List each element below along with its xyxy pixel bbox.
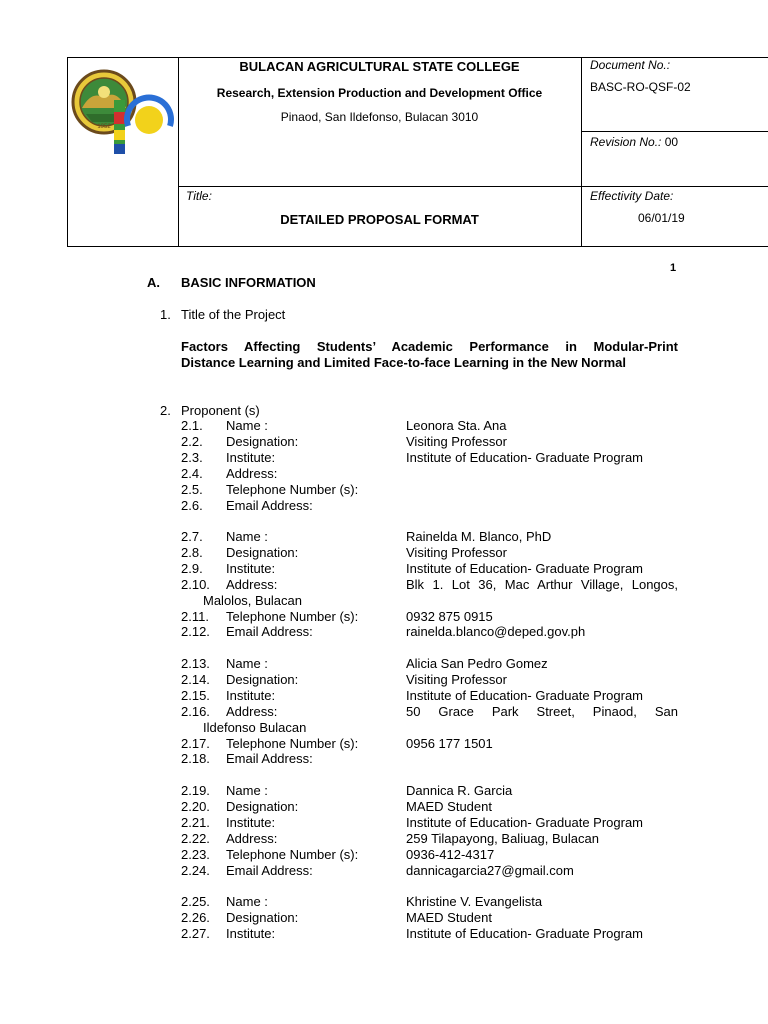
field-value: Visiting Professor [406,544,507,560]
field-value: Visiting Professor [406,433,507,449]
field-label: Institute: [226,560,276,576]
field-number: 2.14. [181,671,210,687]
field-value-continued: Ildefonso Bulacan [203,719,307,735]
field-value: 0956 177 1501 [406,735,493,751]
field-value: Alicia San Pedro Gomez [406,656,548,671]
field-number: 2.2. [181,433,203,449]
section-letter: A. [147,275,160,290]
field-number: 2.15. [181,687,210,703]
field-label: Institute: [226,814,276,830]
field-number: 2.22. [181,830,210,846]
project-title: Distance Learning and Limited Face-to-face Learning in the New Normal [181,355,626,370]
field-value: Rainelda M. Blanco, PhD [406,529,552,544]
field-label: Telephone Number (s): [226,846,359,862]
field-number: 2.27. [181,925,210,941]
college-logo [70,64,178,164]
field-value: Institute of Education- Graduate Program [406,449,644,465]
field-number: 2.19. [181,783,210,798]
field-value: 0936-412-4317 [406,846,495,862]
field-label: Email Address: [226,862,313,878]
revision-label: Revision No.: [590,135,662,149]
item-label: Proponent (s) [181,403,260,418]
field-value: 259 Tilapayong, Baliuag, Bulacan [406,830,599,846]
field-value: MAED Student [406,798,492,814]
header-divider [581,131,768,132]
field-value: Institute of Education- Graduate Program [406,925,644,941]
header-divider [178,186,768,187]
effectivity-label: Effectivity Date: [590,189,674,203]
college-address: Pinaod, San Ildefonso, Bulacan 3010 [280,110,479,124]
document-number: BASC-RO-QSF-02 [590,80,691,94]
field-value: Dannica R. Garcia [406,783,513,798]
field-value: 0932 875 0915 [406,608,493,624]
field-number: 2.23. [181,846,210,862]
field-number: 2.3. [181,449,203,465]
field-label: Email Address: [226,497,313,513]
item-number: 2. [160,403,171,418]
field-number: 2.4. [181,465,203,481]
title-label: Title: [186,189,212,203]
field-label: Institute: [226,449,276,465]
field-value: dannicagarcia27@gmail.com [406,862,574,878]
field-label: Designation: [226,544,299,560]
field-number: 2.5. [181,481,203,497]
field-label: Designation: [226,798,299,814]
field-value: Institute of Education- Graduate Program [406,814,644,830]
field-number: 2.1. [181,418,203,433]
field-value-continued: Malolos, Bulacan [203,592,302,608]
item-number: 1. [160,307,171,322]
field-number: 2.20. [181,798,210,814]
section-heading: BASIC INFORMATION [181,275,316,290]
field-number: 2.6. [181,497,203,513]
field-number: 2.7. [181,529,203,544]
header-divider [581,57,582,247]
field-value: Leonora Sta. Ana [406,418,507,433]
field-number: 2.9. [181,560,203,576]
field-label: Name : [226,783,268,798]
field-number: 2.12. [181,624,210,640]
effectivity-date: 06/01/19 [638,211,685,225]
field-label: Designation: [226,433,299,449]
field-value: 50 Grace Park Street, Pinaod, San [406,703,678,719]
field-label: Institute: [226,925,276,941]
field-label: Email Address: [226,624,313,640]
field-label: Telephone Number (s): [226,608,359,624]
field-number: 2.11. [181,608,209,624]
field-label: Address: [226,703,278,719]
field-label: Designation: [226,909,299,925]
field-label: Name : [226,418,268,433]
field-number: 2.24. [181,862,210,878]
field-value: Institute of Education- Graduate Program [406,560,644,576]
field-label: Institute: [226,687,276,703]
college-name: BULACAN AGRICULTURAL STATE COLLEGE [239,59,520,74]
field-label: Email Address: [226,751,313,767]
field-value: rainelda.blanco@deped.gov.ph [406,624,586,640]
document-number-label: Document No.: [590,58,671,72]
form-title: DETAILED PROPOSAL FORMAT [280,212,479,227]
office-name: Research, Extension Production and Development Office [216,86,543,100]
field-value: MAED Student [406,909,492,925]
field-label: Name : [226,894,268,909]
field-label: Telephone Number (s): [226,735,359,751]
field-number: 2.26. [181,909,210,925]
field-number: 2.16. [181,703,210,719]
field-value: Khristine V. Evangelista [406,894,543,909]
field-label: Address: [226,830,278,846]
field-number: 2.21. [181,814,210,830]
item-label: Title of the Project [181,307,286,322]
field-number: 2.18. [181,751,210,767]
field-label: Telephone Number (s): [226,481,359,497]
field-value: Institute of Education- Graduate Program [406,687,644,703]
field-number: 2.13. [181,656,210,671]
field-label: Designation: [226,671,299,687]
page-number: 1 [670,262,677,274]
field-number: 2.25. [181,894,210,909]
field-label: Name : [226,529,268,544]
field-number: 2.10. [181,576,210,592]
field-label: Name : [226,656,268,671]
field-label: Address: [226,465,278,481]
field-number: 2.8. [181,544,203,560]
revision-number: 00 [664,135,679,149]
field-label: Address: [226,576,278,592]
project-title: Factors Affecting Students’ Academic Performance in Modular-Print [181,339,678,354]
svg-text:1952: 1952 [97,124,111,130]
field-value: Visiting Professor [406,671,507,687]
field-number: 2.17. [181,735,210,751]
field-value: Blk 1. Lot 36, Mac Arthur Village, Longos, [406,576,678,592]
